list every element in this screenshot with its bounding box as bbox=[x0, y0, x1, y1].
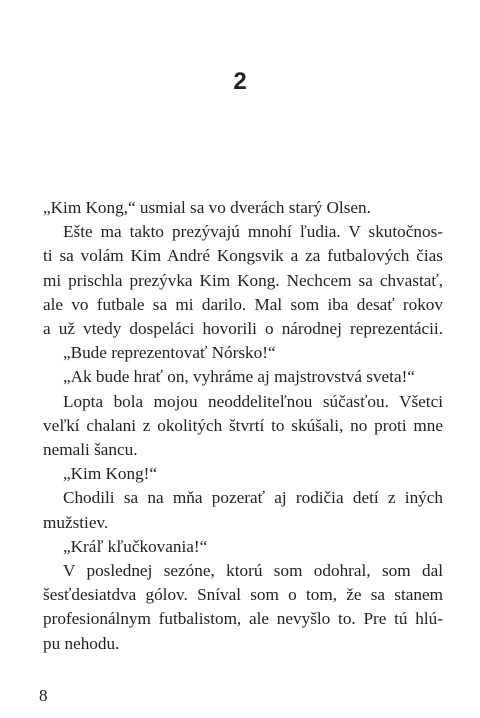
text-line: ti sa volám Kim André Kongsvik a za futbalových čias bbox=[43, 246, 443, 266]
text-line: pu nehodu. bbox=[43, 633, 120, 653]
text-line: mužstiev. bbox=[43, 512, 109, 532]
text-line: „Kráľ kľučkovania!“ bbox=[63, 536, 208, 556]
text-line: mi prischla prezývka Kim Kong. Nechcem sa chvastať, bbox=[43, 270, 443, 290]
text-line: profesionálnym futbalistom, ale nevyšlo to. Pre tú hlú- bbox=[43, 609, 443, 629]
text-line: „Kim Kong,“ usmial sa vo dverách starý Olsen. bbox=[43, 198, 371, 217]
text-line: nemali šancu. bbox=[43, 440, 138, 460]
page-number: 8 bbox=[39, 686, 48, 705]
text-line: a už vtedy dospeláci hovorili o národnej reprezentácii. bbox=[43, 319, 443, 339]
text-line: „Ak bude hrať on, vyhráme aj majstrovstvá sveta!“ bbox=[63, 367, 415, 387]
text-line: V poslednej sezóne, ktorú som odohral, som dal bbox=[63, 561, 443, 581]
text-line: Chodili sa na mňa pozerať aj rodičia detí z iných bbox=[63, 488, 443, 508]
text-line: „Kim Kong!“ bbox=[63, 464, 158, 484]
text-line: šesťdesiatdva gólov. Sníval som o tom, že sa stanem bbox=[43, 585, 443, 605]
chapter-number: 2 bbox=[233, 68, 247, 95]
text-line: Ešte ma takto prezývajú mnohí ľudia. V skutočnos- bbox=[63, 222, 443, 242]
text-line: ale vo futbale sa mi darilo. Mal som iba desať rokov bbox=[43, 294, 443, 314]
text-line: Lopta bola mojou neoddeliteľnou súčasťou. Všetci bbox=[63, 391, 443, 411]
text-line: „Bude reprezentovať Nórsko!“ bbox=[63, 343, 276, 363]
body-text bbox=[43, 196, 443, 656]
text-line: veľkí chalani z okolitých štvrtí to skúšali, no proti mne bbox=[43, 415, 443, 435]
